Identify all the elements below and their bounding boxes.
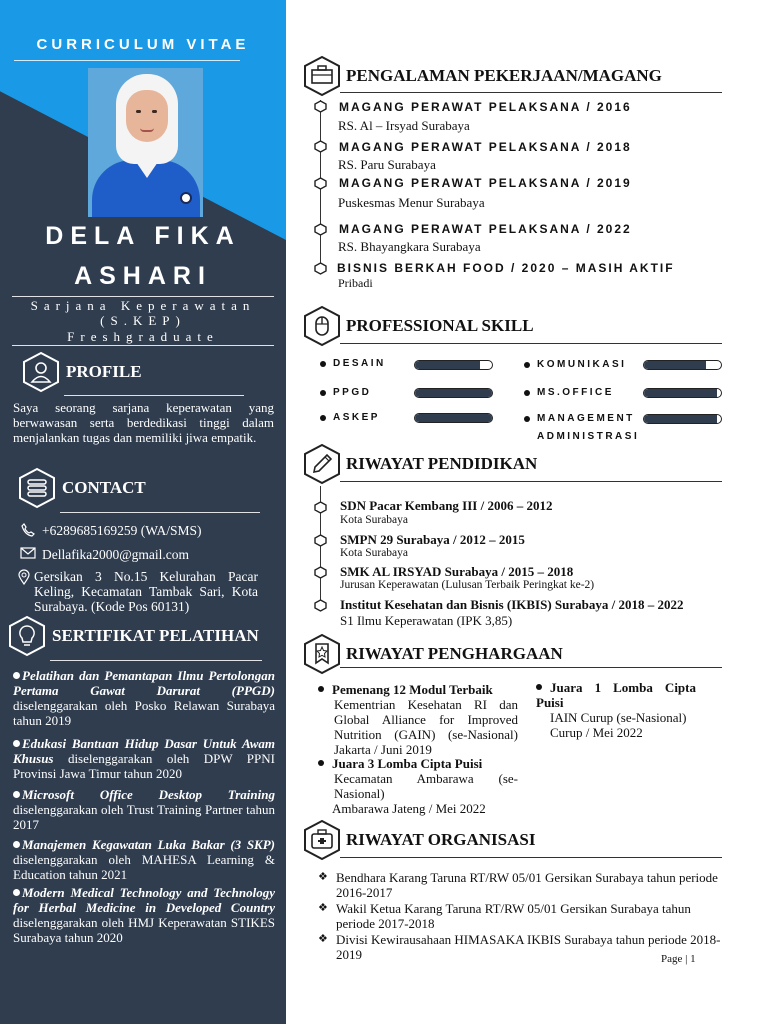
job-title: BISNIS BERKAH FOOD / 2020 – MASIH AKTIF — [337, 261, 675, 275]
education-title: SDN Pacar Kembang III / 2006 – 2012 — [340, 498, 553, 513]
lightbulb-icon — [8, 615, 46, 657]
location-pin-icon — [18, 569, 30, 585]
divider — [50, 660, 262, 661]
section-title: CONTACT — [62, 478, 146, 497]
organization-item: ❖ Divisi Kewirausahaan HIMASAKA IKBIS Surabaya tahun periode 2018-2019 — [318, 932, 721, 962]
email-text: Dellafika2000@gmail.com — [42, 547, 190, 562]
section-title: PROFESSIONAL SKILL — [346, 316, 534, 335]
job-title: MAGANG PERAWAT PELAKSANA / 2019 — [339, 176, 632, 190]
timeline-marker — [314, 501, 327, 514]
suitcase-icon — [303, 55, 341, 97]
education-title: SMPN 29 Surabaya / 2012 – 2015 — [340, 532, 525, 547]
awards-heading — [303, 633, 563, 675]
education-sub: Kota Surabaya — [340, 514, 409, 526]
skill-label: MS.OFFICE — [524, 387, 614, 398]
sidebar — [0, 0, 286, 1024]
skill-bar — [414, 388, 493, 398]
job-place: RS. Bhayangkara Surabaya — [338, 239, 481, 254]
organization-heading — [303, 819, 535, 861]
skill-label: KOMUNIKASI — [524, 359, 626, 370]
certificates-heading — [8, 615, 259, 657]
profile-heading — [22, 351, 142, 393]
mouse-icon — [303, 305, 341, 347]
skill-bar — [643, 414, 722, 424]
divider — [64, 395, 244, 396]
skill-label: ASKEP — [320, 412, 380, 423]
skill-bar — [414, 413, 493, 423]
timeline-marker — [314, 566, 327, 579]
section-title: SERTIFIKAT PELATIHAN — [52, 626, 259, 645]
page-number: Page | 1 — [661, 953, 696, 965]
degree-line-2: (S.KEP) — [100, 313, 186, 328]
skill-bar — [643, 388, 722, 398]
stack-icon — [18, 467, 56, 509]
cv-title: CURRICULUM VITAE — [36, 36, 250, 53]
section-title: RIWAYAT PENGHARGAAN — [346, 644, 563, 663]
award-item: Pemenang 12 Modul Terbaik Kementrian Kesehatan RI dan Global Alliance for Improved Nutrition (GAIN) (se-Nasional) Jakarta / Juni 2019 — [318, 682, 518, 757]
contact-email[interactable] — [18, 547, 189, 562]
certificate-item: Microsoft Office Desktop Training diselenggarakan oleh Trust Training Partner tahun 2017 — [13, 787, 275, 832]
timeline-marker — [314, 223, 327, 236]
job-place: Puskesmas Menur Surabaya — [338, 195, 485, 210]
certificate-item: Modern Medical Technology and Technology for Herbal Medicine in Developed Country diselenggarakan oleh HMJ Keperawatan STIKES Surabaya tahun 2020 — [13, 885, 275, 945]
skill-label: DESAIN — [320, 358, 386, 369]
contact-phone[interactable] — [18, 523, 202, 538]
divider — [12, 296, 274, 297]
name-line-1: DELA FIKA — [45, 222, 241, 250]
section-title: PENGALAMAN PEKERJAAN/MAGANG — [346, 66, 662, 85]
divider — [340, 857, 722, 858]
divider — [14, 60, 240, 61]
certificate-item: Edukasi Bantuan Hidup Dasar Untuk Awam Khusus diselenggarakan oleh DPW PPNI Provinsi Jawa Timur tahun 2020 — [13, 736, 275, 781]
education-sub: Jurusan Keperawatan (Lulusan Terbaik Peringkat ke-2) — [340, 579, 595, 591]
skill-bar — [414, 360, 493, 370]
education-heading — [303, 443, 537, 485]
organization-item: ❖ Wakil Ketua Karang Taruna RT/RW 05/01 Gersikan Surabaya tahun periode 2017-2018 — [318, 901, 691, 931]
job-place: RS. Al – Irsyad Surabaya — [338, 118, 470, 133]
person-icon — [22, 351, 60, 393]
profile-text: Saya seorang sarjana keperawatan yang berwawasan serta berdedikasi tinggi dalam menjalankan tugas dan memiliki jiwa empatik. — [13, 400, 274, 445]
degree-line-3: Freshgraduate — [67, 329, 219, 344]
award-item: Juara 3 Lomba Cipta Puisi Kecamatan Ambarawa (se-Nasional) Ambarawa Jateng / Mei 2022 — [318, 756, 518, 816]
divider — [340, 343, 722, 344]
job-title: MAGANG PERAWAT PELAKSANA / 2022 — [339, 222, 632, 236]
timeline-marker — [314, 599, 327, 612]
mail-icon — [18, 547, 38, 559]
education-title: SMK AL IRSYAD Surabaya / 2015 – 2018 — [340, 564, 574, 579]
job-place: Pribadi — [338, 276, 373, 290]
divider — [340, 92, 722, 93]
timeline-marker — [314, 262, 327, 275]
job-place: RS. Paru Surabaya — [338, 157, 436, 172]
divider — [340, 481, 722, 482]
education-sub: S1 Ilmu Keperawatan (IPK 3,85) — [340, 613, 513, 628]
skills-heading — [303, 305, 534, 347]
name-line-2: ASHARI — [74, 262, 212, 290]
contact-address — [18, 569, 258, 614]
timeline-marker — [314, 140, 327, 153]
skill-label-line-2: ADMINISTRASI — [537, 431, 640, 442]
organization-item: ❖ Bendhara Karang Taruna RT/RW 05/01 Gersikan Surabaya tahun periode 2016-2017 — [318, 870, 718, 900]
certificate-item: Pelatihan dan Pemantapan Ilmu Pertolongan Pertama Gawat Darurat (PPGD) diselenggarakan oleh Posko Relawan Surabaya tahun 2019 — [13, 668, 275, 728]
job-title: MAGANG PERAWAT PELAKSANA / 2018 — [339, 140, 632, 154]
pencil-icon — [303, 443, 341, 485]
education-title: Institut Kesehatan dan Bisnis (IKBIS) Surabaya / 2018 – 2022 — [340, 597, 684, 612]
profile-photo — [88, 68, 203, 217]
skill-label: MANAGEMENT — [524, 413, 635, 424]
certificate-item: Manajemen Kegawatan Luka Bakar (3 SKP) diselenggarakan oleh MAHESA Learning & Education tahun 2021 — [13, 837, 275, 882]
award-badge-icon — [303, 633, 341, 675]
skill-bar — [643, 360, 722, 370]
education-sub: Kota Surabaya — [340, 547, 409, 559]
section-title: RIWAYAT ORGANISASI — [346, 830, 536, 849]
award-item: Juara 1 Lomba Cipta Puisi IAIN Curup (se-Nasional) Curup / Mei 2022 — [536, 680, 696, 740]
experience-heading — [303, 55, 662, 97]
medical-kit-icon — [303, 819, 341, 861]
section-title: PROFILE — [66, 362, 142, 381]
divider — [340, 667, 722, 668]
timeline-marker — [314, 534, 327, 547]
divider — [12, 345, 274, 346]
timeline-marker — [314, 100, 327, 113]
job-title: MAGANG PERAWAT PELAKSANA / 2016 — [339, 100, 632, 114]
skill-label: PPGD — [320, 387, 371, 398]
address-text: Gersikan 3 No.15 Kelurahan Pacar Keling, Kecamatan Tambak Sari, Kota Surabaya. (Kode Pos 60131) — [34, 569, 258, 614]
phone-text: +6289685169259 (WA/SMS) — [42, 523, 202, 538]
divider — [60, 512, 260, 513]
contact-heading — [18, 467, 146, 509]
section-title: RIWAYAT PENDIDIKAN — [346, 454, 538, 473]
timeline-marker — [314, 177, 327, 190]
degree-line-1: Sarjana Keperawatan — [30, 298, 256, 313]
phone-icon — [18, 523, 38, 537]
